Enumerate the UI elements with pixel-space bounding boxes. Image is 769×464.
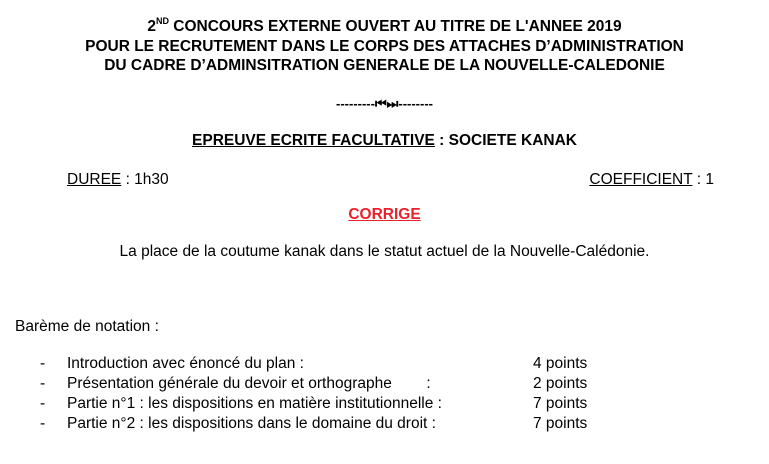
header-line-3: DU CADRE D’ADMINSITRATION GENERALE DE LA NOUVELLE-CALEDONIE [104, 57, 665, 74]
grading-item-points: 7 points [533, 415, 588, 432]
coefficient-label: COEFFICIENT [589, 171, 693, 188]
coefficient [589, 171, 714, 189]
grading-item-bullet: - [40, 395, 46, 412]
duration-label: DUREE [67, 171, 122, 188]
exam-title [0, 132, 769, 150]
grading-item-points: 7 points [533, 395, 588, 412]
grading-item-points: 4 points [533, 355, 588, 372]
grading-item-label: Introduction avec énoncé du plan : [67, 355, 304, 372]
grading-item [0, 354, 769, 374]
grading-item-label: Partie n°1 : les dispositions en matière institutionnelle : [67, 395, 442, 412]
duration-value: : 1h30 [121, 171, 169, 188]
header-line-1-text: CONCOURS EXTERNE OUVERT AU TITRE DE L'ANNEE 2019 [168, 18, 622, 35]
exam-title-label: EPREUVE ECRITE FACULTATIVE [192, 132, 435, 149]
exam-title-value: : SOCIETE KANAK [434, 132, 577, 149]
grading-item-bullet: - [40, 375, 46, 392]
grading-item-label: Présentation générale du devoir et orthographe : [67, 375, 431, 392]
grading-item [0, 414, 769, 434]
grading-item-bullet: - [40, 415, 46, 432]
grading-item-bullet: - [40, 355, 46, 372]
coefficient-value: : 1 [692, 171, 714, 188]
header-ordinal-suffix: ND [155, 15, 169, 26]
grading-item [0, 374, 769, 394]
header-line-1 [0, 15, 769, 36]
grading-item-points: 2 points [533, 375, 588, 392]
duration [67, 171, 169, 189]
header-ordinal: 2 [147, 18, 156, 35]
grading-item-label: Partie n°2 : les dispositions dans le domaine du droit : [67, 415, 436, 432]
grading-scale-list [0, 354, 769, 434]
corrige-heading: CORRIGE [348, 206, 421, 223]
header-line-2: POUR LE RECRUTEMENT DANS LE CORPS DES ATTACHES D’ADMINISTRATION [85, 38, 684, 55]
subject-statement: La place de la coutume kanak dans le statut actuel de la Nouvelle-Calédonie. [119, 243, 650, 260]
separator-line: ---------⏮⏭-------- [336, 96, 433, 111]
grading-item [0, 394, 769, 414]
grading-scale-title: Barème de notation : [15, 318, 159, 335]
